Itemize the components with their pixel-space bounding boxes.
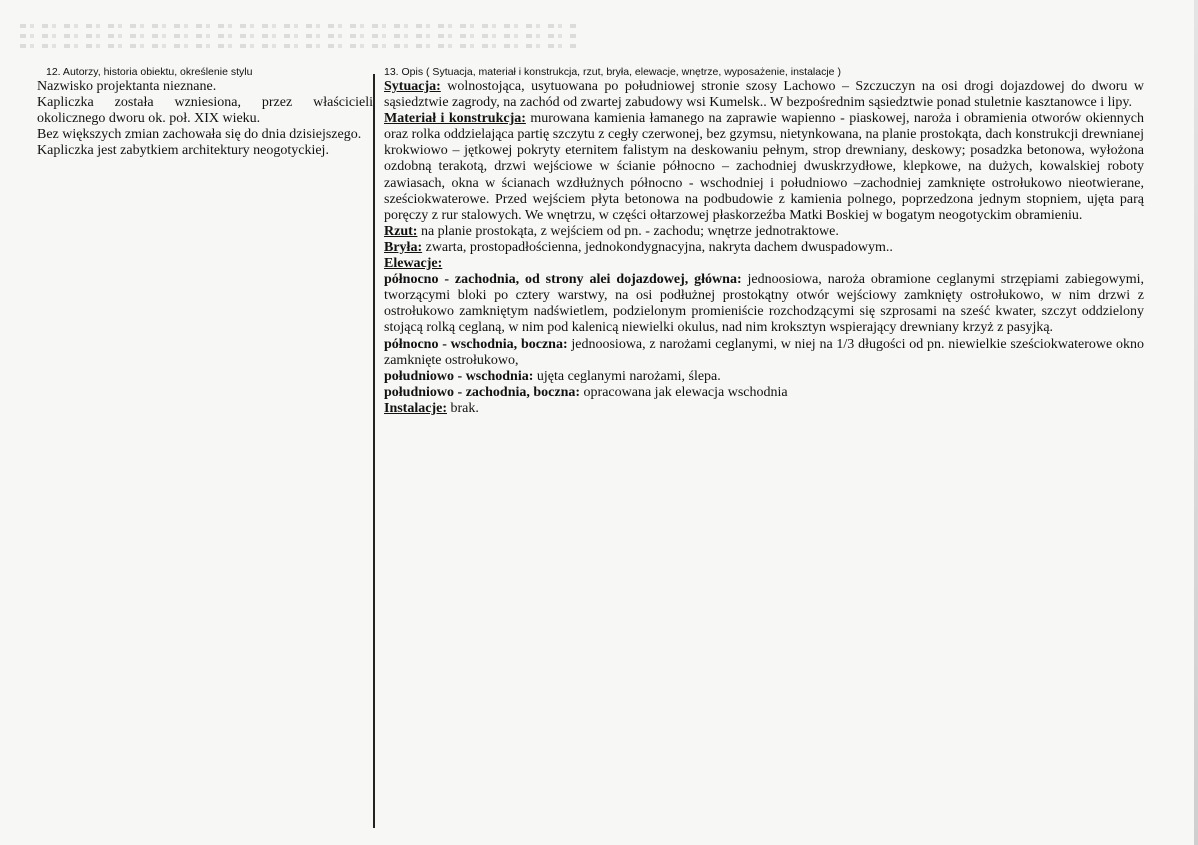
designer-line: Nazwisko projektanta nieznane. xyxy=(37,79,217,94)
rzut-label: Rzut: xyxy=(384,223,418,239)
section-authors-history xyxy=(37,66,373,159)
bryla-paragraph xyxy=(384,240,1144,256)
sytuacja-label: Sytuacja: xyxy=(384,79,441,94)
bryla-label: Bryła: xyxy=(384,239,423,255)
elewacje-label: Elewacje: xyxy=(384,256,443,272)
elewacja-text: jednoosiowa, naroża obramione ceglanymi strzępiami zabiegowymi, tworzącymi bloki po cztery warstwy, na osi podłużnej prostokątny otwór wejściowy zamknięty ostrołukowo, w nim drzwi z ostrołukowo zamkniętym nadświetlem, podzielonym promieniście rozchodzącymi się szprosami na sześć kwater, szczyt oddzielony stojącą rolką ceglaną, w nim pod kalenicą niewielki okulus, nad nim kroksztyn wspierający drewniany krzyż z pasyjką. xyxy=(384,272,1144,336)
instalacje-text: brak. xyxy=(447,400,479,416)
sytuacja-text: wolnostojąca, usytuowana po południowej stronie szosy Lachowo – Szczuczyn na osi drogi dojazdowej do dworu w sąsiedztwie zagrody, na zachód od zwartej zabudowy wsi Kumelsk.. W bezpośrednim sąsiedztwie ponad stuletnie kasztanowce i lipy. xyxy=(384,79,1144,111)
instalacje-label: Instalacje: xyxy=(384,400,447,416)
monument-line: Kapliczka jest zabytkiem architektury neogotyckiej. xyxy=(37,143,329,158)
elewacja-text: ujęta ceglanymi narożami, ślepa. xyxy=(533,368,721,384)
material-text: murowana kamienia łamanego na zaprawie wapienno - piaskowej, naroża i obramienia otworów okiennych oraz rolka oddzielająca partię szczytu z cegły czerwonej, bez gzymsu, nietynkowana, na planie prostokąta, dach konstrukcji drewnianej krokwiowo – jętkowej pokryty eternitem falistym na deskowaniu pełnym, strop drewniany, deskowy; posadzka betonowa, wyłożona ozdobną terakotą, drzwi wejściowe w ścianie północno – zachodniej dwuskrzydłowe, klepkowe, na dużych, kowalskiej roboty zawiasach, okna w ścianach wzdłużnych północno - wschodniej i południowo –zachodniej zamknięte ostrołukowo nieotwierane, sześciokwaterowe. Przed wejściem płyta betonowa na podbudowie z kamienia polnego, poprzedzona jednym stopniem, ujęta parą poręczy z rur stalowych. We wnętrzu, w części ołtarzowej płaskorzeźba Matki Boskiej w bogatym neogotyckim obramieniu. xyxy=(384,111,1145,223)
elewacja-item xyxy=(384,272,1144,336)
elewacje-heading xyxy=(384,256,1144,272)
column-divider xyxy=(373,74,375,828)
sytuacja-paragraph xyxy=(384,79,1144,111)
elewacja-title: północno - wschodnia, boczna: xyxy=(384,336,568,352)
page-edge-shadow xyxy=(1194,0,1198,845)
elewacja-item xyxy=(384,337,1144,369)
rzut-paragraph xyxy=(384,224,1144,240)
elewacja-item xyxy=(384,369,1144,385)
elewacja-item xyxy=(384,385,1144,401)
section-description xyxy=(384,66,1144,417)
elewacja-text: opracowana jak elewacja wschodnia xyxy=(580,384,788,400)
elewacja-title: południowo - wschodnia: xyxy=(384,368,534,384)
unchanged-line: Bez większych zmian zachowała się do dnia dzisiejszego. xyxy=(37,127,362,142)
built-line: Kapliczka została wzniesiona, przez właścicieli okolicznego dworu ok. poł. XIX wieku. xyxy=(37,95,373,126)
section-13-header: 13. Opis ( Sytuacja, materiał i konstrukcja, rzut, bryła, elewacje, wnętrze, wyposażenie, instalacje ) xyxy=(384,66,841,78)
material-paragraph xyxy=(384,111,1144,224)
material-label: Materiał i konstrukcja: xyxy=(384,111,526,127)
rzut-text: na planie prostokąta, z wejściem od pn. - zachodu; wnętrze jednotraktowe. xyxy=(417,223,839,239)
elewacja-title: północno - zachodnia, od strony alei dojazdowej, główna: xyxy=(384,272,742,288)
elewacja-title: południowo - zachodnia, boczna: xyxy=(384,384,581,400)
scan-artifact xyxy=(20,18,580,58)
section-12-header: 12. Autorzy, historia obiektu, określenie stylu xyxy=(46,66,253,78)
instalacje-paragraph xyxy=(384,401,1144,417)
bryla-text: zwarta, prostopadłościenna, jednokondygnacyjna, nakryta dachem dwuspadowym.. xyxy=(422,239,893,255)
elewacja-text: jednoosiowa, z narożami ceglanymi, w niej na 1/3 długości od pn. niewielkie sześciokwaterowe okno zamknięte ostrołukowo, xyxy=(384,336,1144,368)
